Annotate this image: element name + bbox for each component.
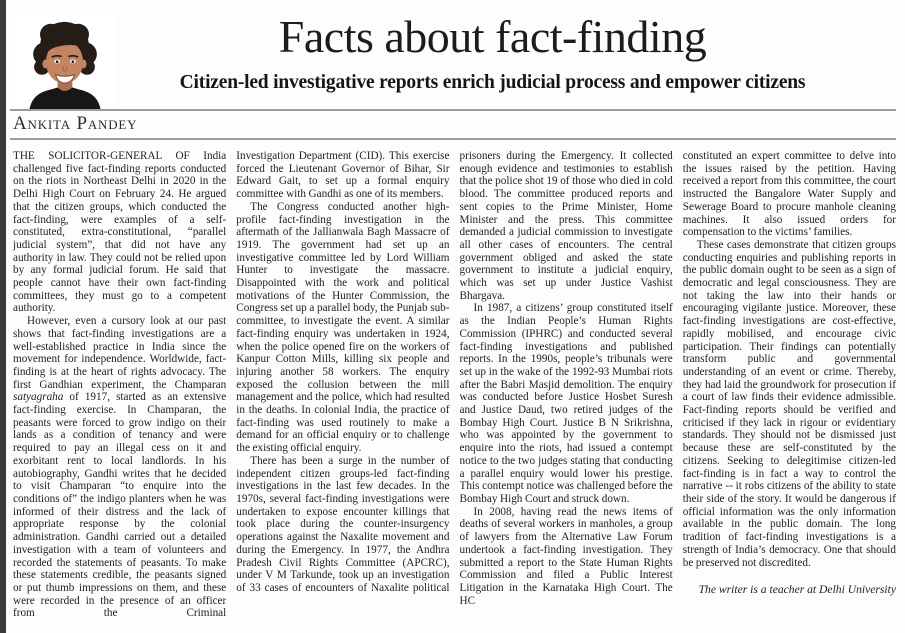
article-paragraph: However, even a cursory look at our past shows that fact-finding investigations are a well-established practice in India since the movement for independence. Worldwide, fact-finding is at the heart of rights advocacy. The first Gandhian experiment, the Champaran satyagraha of 1917, started as an extensive fact-finding exercise. In Champaran, the peasants were forced to grow indigo on their lands as a condition of tenancy and were required to pay an illegal cess on it and exorbitant rent to local landlords. In his autobiography, Gandhi writes that he decided to visit Champaran “to enquire into the conditions of” the indigo planters when he was informed of their distress and the lack of appropriate response by the colonial administration. Gandhi carried out a detailed investigation with a team of volunteers and recorded the statements of peasants. To make these statements credible, the peasants signed or put thumb impressions on them, and these were recorded in the presence of an officer from the Criminal — [13, 315, 227, 620]
author-photo — [14, 13, 115, 111]
writer-credit: The writer is a teacher at Delhi University — [698, 583, 896, 597]
article-paragraph: Investigation Department (CID). This exercise forced the Lieutenant Governor of Bihar, Sir Edward Gait, to set up a formal enquiry committee with Gandhi as one of its members. — [236, 150, 450, 201]
article-paragraph: These cases demonstrate that citizen groups conducting enquiries and publishing reports in the public domain ought to be seen as a sign of democratic and legal consciousness. They are not taking the law into their hands or encouraging vigilante justice. Moreover, these fact-finding investigations are cost-effective, rapidly mobilised, and encourage civic participation. Their findings can potentially transform public and governmental understanding of an event or crime. Thereby, they had laid the groundwork for prosecution if a court of law finds their evidence admissible. Fact-finding reports should be verified and criticised if they lack in rigour or evidentiary standards. They should not be dismissed just because these are self-constituted by the citizens. Seeking to delegitimise citizen-led fact-finding is in fact a way to control the narrative -- it robs citizens of the ability to state their side of the story. It would be dangerous if official information was the only information available in the public domain. The long tradition of fact-finding investigations is a strength of India’s democracy. One that should be preserved not discredited. — [682, 238, 896, 569]
article-paragraph: constituted an expert committee to delve into the issues raised by the petition. Having received a report from this committee, the court instructed the Bangalore Water Supply and Sewerage Board to procure manhole cleaning machines. It also issued orders for compensation to the victims’ families. — [682, 150, 896, 239]
article-paragraph: There has been a surge in the number of independent citizen groups-led fact-finding investigations in the last few decades. In the 1970s, several fact-finding investigations were undertaken to expose encounter killings that took place during the counter-insurgency operations against the Naxalite movement and during the Emergency. In 1977, the Andhra Pradesh Civil Rights Committee (APCRC), under V M Tarkunde, took up an investigation of 33 cases of encounters of Naxalite political — [236, 454, 450, 594]
article-column-2 — [236, 150, 449, 633]
article-columns — [13, 150, 896, 633]
article-paragraph: In 1987, a citizens’ group constituted itself as the Indian People’s Human Rights Commission (IPHRC) and conducted several fact-finding investigations and published reports. In the 1990s, people’s tribunals were set up in the wake of the 1992-93 Mumbai riots after the Babri Masjid demolition. The enquiry was conducted before Justice Hosbet Suresh and Justice Daud, two retired judges of the Bombay High Court. Justice B N Srikrishna, who was appointed by the government to enquire into the riots, had issued a contempt notice to the two judges stating that conducting a parallel enquiry would lower his prestige. This contempt notice was challenged before the Bombay High Court and struck down. — [459, 302, 673, 505]
article-paragraph: prisoners during the Emergency. It collected enough evidence and testimonies to establish that the police shot 19 of those who died in cold blood. The committee produced reports and sent copies to the Prime Minister, Home Minister and the press. This committee demanded a judicial commission to investigate all other cases of encounters. The central government obliged and asked the state government to institute a judicial enquiry, which was set up under Justice Vashist Bhargava. — [459, 150, 673, 302]
article-column-3 — [460, 150, 673, 633]
header-divider-bottom — [10, 138, 896, 140]
article-column-4 — [683, 150, 896, 633]
header-divider-top — [10, 109, 896, 111]
article-title: Facts about fact-finding — [278, 11, 707, 62]
article-paragraph: In 2008, having read the news items of deaths of several workers in manholes, a group of lawyers from the Alternative Law Forum undertook a fact-finding investigation. They submitted a report to the State Human Rights Commission and filed a Public Interest Litigation in the Karnataka High Court. The HC — [459, 505, 673, 607]
article-paragraph: The Congress conducted another high-profile fact-finding investigation in the aftermath of the Jallianwala Bagh Massacre of 1919. The government had set up an investigative committee led by Lord William Hunter to investigate the massacre. Disappointed with the work and political motivations of the Hunter Commission, the Congress set up a parallel body, the Punjab sub-committee, to investigate the event. A similar fact-finding enquiry was undertaken in 1924, when the police opened fire on the workers of Kanpur Cotton Mills, killing six people and injuring another 58 workers. The enquiry exposed the collusion between the mill management and the police, which had resulted in the deaths. In colonial India, the practice of fact-finding was used routinely to make a demand for an official enquiry or to challenge the existing official enquiry. — [236, 200, 450, 455]
article-subtitle: Citizen-led investigative reports enrich judicial process and empower citizens — [179, 71, 806, 93]
article-header — [125, 12, 860, 94]
byline: Ankita Pandey — [13, 113, 138, 134]
page-edge-strip — [0, 0, 6, 633]
article-paragraph: THE SOLICITOR-GENERAL OF India challenged five fact-finding reports conducted on the riots in Northeast Delhi in 2020 in the Delhi High Court on February 24. He argued that the citizen groups, which conducted the fact-finding, were examples of a self-constituted, extra-constitutional, “parallel judicial system”, that did not have any authority in law. They could not be relied upon by any formal judicial forum. He said that people cannot have their own fact-finding committees, they must go to a competent authority. — [13, 150, 227, 315]
author-portrait-icon — [14, 13, 115, 111]
article-column-1 — [13, 150, 226, 633]
